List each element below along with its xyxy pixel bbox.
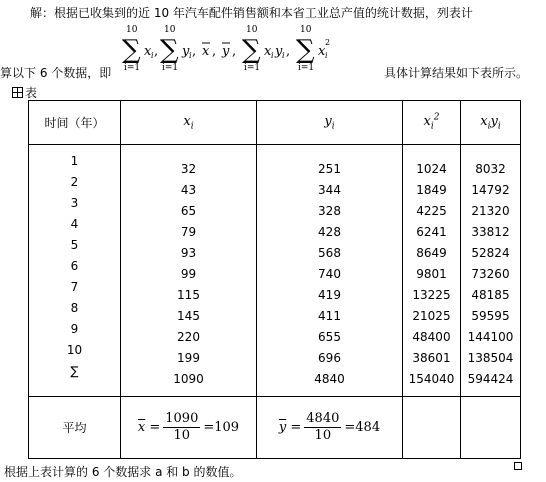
year-cell: 8: [70, 301, 79, 315]
xy-cell: 33812: [471, 225, 510, 239]
year-cell: 2: [70, 175, 79, 189]
header-xiyi: $x_iy_i$: [461, 101, 521, 145]
svg-text:,: ,: [286, 44, 291, 59]
x-squared-cell: 1024: [416, 162, 447, 176]
svg-text:i: i: [325, 51, 328, 60]
svg-text:∑: ∑: [122, 35, 141, 65]
summation-formula: [122, 24, 384, 76]
xy-cell: 138504: [467, 351, 514, 365]
xy-cell: 8032: [475, 162, 506, 176]
y-cell: 344: [318, 183, 341, 197]
xy-cell: 144100: [467, 330, 514, 344]
y-cell: 419: [318, 288, 341, 302]
svg-text:i: i: [151, 51, 154, 60]
x-cell: 115: [177, 288, 200, 302]
year-cell: 7: [70, 280, 79, 294]
header-xi-squared: $x_i^2$: [403, 101, 461, 145]
y-cell: 411: [318, 309, 341, 323]
table-header-row: [29, 101, 521, 145]
average-empty-1: [403, 397, 461, 459]
table-caption-label: 表: [25, 86, 38, 100]
svg-text:10: 10: [246, 25, 258, 35]
intro-line-2-right: 具体计算结果如下表所示。: [384, 66, 529, 80]
svg-text:y: y: [182, 44, 190, 59]
svg-text:i=1: i=1: [162, 63, 179, 73]
xy-cell: 59595: [471, 309, 510, 323]
header-yi: $y_i$: [257, 101, 403, 145]
x-cell: 43: [180, 183, 197, 197]
x-squared-cell: 6241: [416, 225, 447, 239]
svg-text:∑: ∑: [242, 35, 261, 65]
intro-line-2-left: 算以下 6 个数据，即: [0, 66, 112, 80]
year-cell: 4: [70, 217, 79, 231]
svg-text:x: x: [202, 44, 210, 59]
x-cell: 32: [180, 162, 197, 176]
svg-text:,: ,: [232, 44, 237, 59]
y-cell: 428: [318, 225, 341, 239]
svg-text:x: x: [144, 44, 152, 59]
svg-text:i=1: i=1: [124, 63, 141, 73]
year-cell: 6: [70, 259, 79, 273]
y-cell: 328: [318, 204, 341, 218]
svg-text:∑: ∑: [160, 35, 179, 65]
x-cell: 99: [180, 267, 197, 281]
header-xi: $x_i$: [121, 101, 257, 145]
x-squared-column: [403, 145, 461, 397]
x-cell: 220: [177, 330, 200, 344]
x-cell: 199: [177, 351, 200, 365]
svg-text:i=1: i=1: [244, 63, 261, 73]
svg-text:i: i: [271, 51, 274, 60]
svg-text:,: ,: [212, 44, 217, 59]
svg-text:∑: ∑: [296, 35, 315, 65]
svg-text:10: 10: [164, 25, 176, 35]
y-cell: 251: [318, 162, 341, 176]
average-empty-2: [461, 397, 521, 459]
year-column: [29, 145, 121, 397]
svg-text:10: 10: [126, 25, 138, 35]
expand-table-icon[interactable]: [12, 87, 23, 98]
x-squared-cell: 8649: [416, 246, 447, 260]
year-cell: ∑: [70, 364, 79, 378]
y-cell: 740: [318, 267, 341, 281]
xy-cell: 21320: [471, 204, 510, 218]
svg-text:,: ,: [192, 44, 197, 59]
year-cell: 1: [70, 154, 79, 168]
corner-marker: [514, 462, 522, 470]
statistics-table: [28, 100, 521, 459]
x-squared-cell: 21025: [412, 309, 451, 323]
table-data-row: [29, 145, 521, 397]
x-squared-cell: 1849: [416, 183, 447, 197]
svg-text:i: i: [282, 51, 285, 60]
x-cell: 65: [180, 204, 197, 218]
x-squared-cell: 13225: [412, 288, 451, 302]
table-caption: [12, 84, 37, 101]
average-y-formula: $\overline{y}$ = $\frac{4840}{10}$ = 484: [257, 397, 403, 459]
x-cell: 79: [180, 225, 197, 239]
x-cell: 93: [180, 246, 197, 260]
svg-text:10: 10: [300, 25, 312, 35]
svg-text:x: x: [264, 44, 272, 59]
xy-cell: 14792: [471, 183, 510, 197]
xy-cell: 48185: [471, 288, 510, 302]
x-squared-cell: 9801: [416, 267, 447, 281]
y-cell: 4840: [314, 372, 345, 386]
average-label: 平均: [29, 397, 121, 459]
average-x-formula: $\overline{x}$ = $\frac{1090}{10}$ = 109: [121, 397, 257, 459]
svg-text:i: i: [189, 51, 192, 60]
y-cell: 568: [318, 246, 341, 260]
footer-question: 根据上表计算的 6 个数据求 a 和 b 的数值。: [4, 465, 242, 479]
x-column: [121, 145, 257, 397]
svg-text:x: x: [318, 44, 326, 59]
header-year: 时间（年）: [29, 101, 121, 145]
svg-text:y: y: [222, 44, 230, 59]
intro-line-1: 解：根据已收集到的近 10 年汽车配件销售额和本省工业总产值的统计数据，列表计: [30, 6, 473, 20]
y-column: [257, 145, 403, 397]
average-row: [29, 397, 521, 459]
x-squared-cell: 4225: [416, 204, 447, 218]
x-squared-cell: 38601: [412, 351, 451, 365]
x-squared-cell: 48400: [412, 330, 451, 344]
svg-text:2: 2: [325, 38, 331, 47]
year-cell: 10: [66, 343, 83, 357]
y-cell: 696: [318, 351, 341, 365]
svg-text:,: ,: [154, 44, 159, 59]
year-cell: 3: [70, 196, 79, 210]
xy-column: [461, 145, 521, 397]
y-cell: 655: [318, 330, 341, 344]
xy-cell: 52824: [471, 246, 510, 260]
svg-text:i=1: i=1: [298, 63, 315, 73]
x-squared-cell: 154040: [408, 372, 455, 386]
year-cell: 5: [70, 238, 79, 252]
svg-text:y: y: [275, 44, 283, 59]
xy-cell: 594424: [467, 372, 514, 386]
year-cell: 9: [70, 322, 79, 336]
xy-cell: 73260: [471, 267, 510, 281]
x-cell: 1090: [173, 372, 204, 386]
x-cell: 145: [177, 309, 200, 323]
